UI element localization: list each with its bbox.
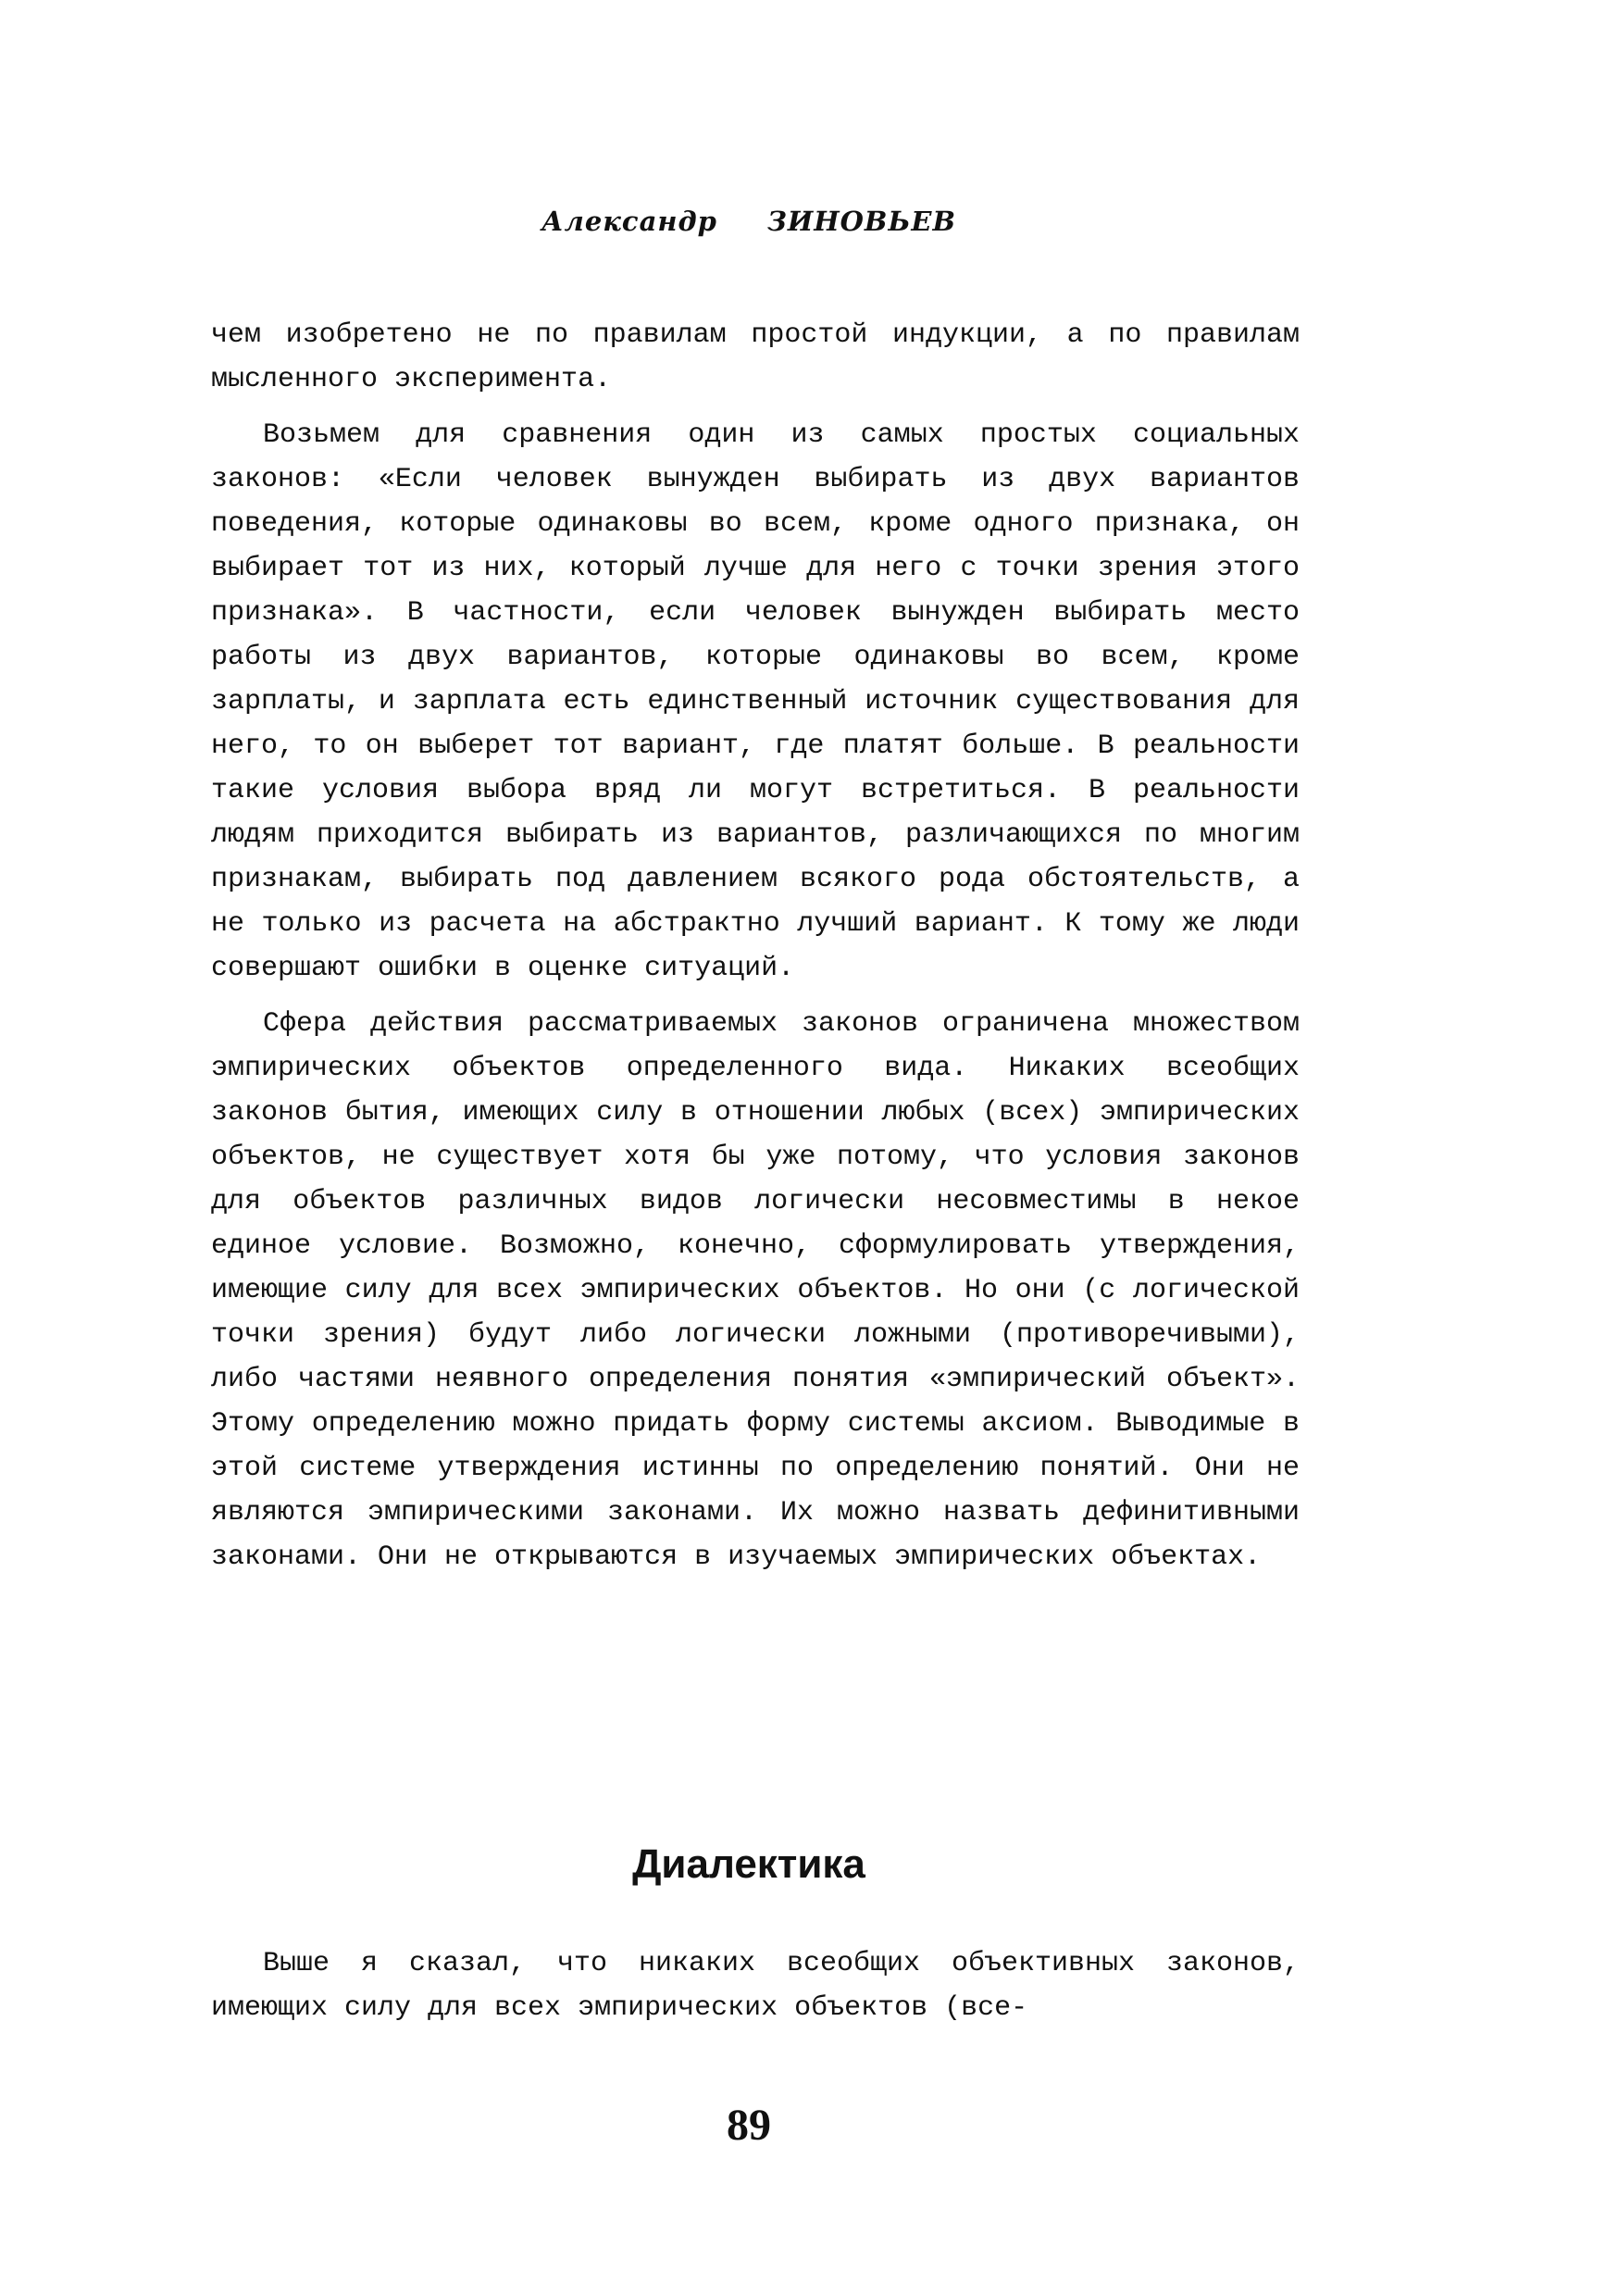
body-text xyxy=(211,313,1300,1579)
section-heading: Диалектика xyxy=(632,1841,865,1887)
page-number: 89 xyxy=(727,2101,771,2150)
author-first-name: Александр xyxy=(541,206,717,237)
section-body-text xyxy=(211,1941,1300,2030)
paragraph-continuation: чем изобретено не по правилам простой индукции, а по правилам мысленного эксперимента. xyxy=(211,319,1300,395)
paragraph: Сфера действия рассматриваемых законов ограничена множеством эмпирических объектов определенного вида. Никаких всеобщих законов бытия, имеющих силу в отношении любых (всех) эмпирических объектов, не существует хотя бы уже потому, что условия законов для объектов различных видов логически несовместимы в некое единое условие. Возможно, конечно, сформулировать утверждения, имеющие силу для всех эмпирических объектов. Но они (с логической точки зрения) будут либо логически ложными (противоречивыми), либо частями неявного определения понятия «эмпирический объект». Этому определению можно придать форму системы аксиом. Выводимые в этой системе утверждения истинны по определению понятий. Они не являются эмпирическими законами. Их можно назвать дефинитивными законами. Они не открываются в изучаемых эмпирических объектах. xyxy=(211,1008,1300,1573)
running-head xyxy=(0,206,1498,237)
paragraph: Выше я сказал, что никаких всеобщих объективных законов, имеющих силу для всех эмпирических объектов (все- xyxy=(211,1948,1300,2024)
author-last-name: ЗИНОВЬЕВ xyxy=(766,206,956,237)
paragraph: Возьмем для сравнения один из самых простых социальных законов: «Если человек вынужден выбирать из двух вариантов поведения, которые одинаковы во всем, кроме одного признака, он выбирает тот из них, который лучше для него с точки зрения этого признака». В частности, если человек вынужден выбирать место работы из двух вариантов, которые одинаковы во всем, кроме зарплаты, и зарплата есть единственный источник существования для него, то он выберет тот вариант, где платят больше. В реальности такие условия выбора вряд ли могут встретиться. В реальности людям приходится выбирать из вариантов, различающихся по многим признакам, выбирать под давлением всякого рода обстоятельств, а не только из расчета на абстрактно лучший вариант. К тому же люди совершают ошибки в оценке ситуаций. xyxy=(211,419,1300,984)
